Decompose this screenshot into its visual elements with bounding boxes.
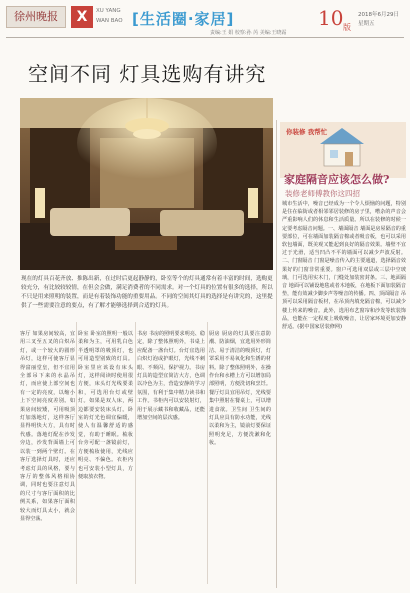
article-column-2: 卧室 卧室的照明一般以柔和为主，可用乳白色半透明罩的吸顶灯，也可用造型别致的灯具。卧室里应该设有床头灯，这样阅读时使用很方便，床头灯光线要柔和，可选用台灯或壁灯。如果是双人床，两边都要安装床头灯。卧室的灯光色调宜偏暖，使人有温馨舒适的感觉，有助于睡眠。梳妆台旁可配一盏镜前灯，方便梳妆使用，光线应明亮、不偏色。衣柜内也可安装小型灯具，方便取放衣物。 bbox=[78, 331, 133, 480]
column-rule bbox=[76, 322, 77, 584]
sidebar-divider bbox=[276, 120, 277, 588]
masthead-subtitle: XU YANG WAN BAO bbox=[96, 8, 123, 24]
sidebar-tag: 你装修 我帮忙 bbox=[286, 128, 328, 136]
masthead-letter-badge: X bbox=[71, 6, 93, 28]
header-divider bbox=[6, 37, 404, 38]
section-title: [生活圈·家居] bbox=[132, 10, 235, 28]
masthead-logo: 徐州晚报 bbox=[6, 6, 66, 28]
living-room-illustration bbox=[20, 98, 273, 270]
photo-caption: 现在的灯具百花齐放、推陈出新，在过时后更起静静的，卧室等个的灯具通常有着丰富的时间，选购更较充分，有比较较较情，在但会会做，满足消费者的不同需求。对一个灯具的位置有很多的选择，所以不只是用来照明的装置，而是有着装饰功能的重要用品。不同的空间其灯具的选择是有讲究的，这里提供了一些需要注意的要点，有了解才能够选择到合适的灯具。 bbox=[21, 276, 273, 309]
article-column-3: 书房 书房的照明要求明亮、稳定，除了整体照明外，书桌上应配备一盏台灯。台灯宜选用白炽灯泡或护眼灯，光线不刺眼、不频闪，保护视力。书房灯具的造型宜简洁大方，色调以冷色为主，营造安静的学习氛围，有利于集中精力读书和工作。书柜内可以安装射灯，用于展示藏书和收藏品，还能增加空间的层次感。 bbox=[137, 331, 205, 422]
dateline: 2018年6月29日 星期五 bbox=[358, 12, 399, 27]
article-headline: 空间不同 灯具选购有讲究 bbox=[28, 62, 267, 86]
page-number: 10 bbox=[318, 6, 344, 30]
sidebar-body: 城市生活中，噪音已经成为一个令人烦恼的问题，特别是住在临街或者相邻邻居装修的房子里，嘈杂的声音会严重影响人们的休息和生活质量。所以在装修的时候一定要考虑隔音问题。一、墙面隔音 墙面是房屋隔音的重要部位，可在墙面加装隔音棉或者吸音板，也可以采用软包墙面，既美观又能起到良好的隔音效果。墙壁不宜过于光滑，适当凹凸不平的墙面可以减少声波反射。二、门窗隔音 门窗是噪音传入的主要通道，选择隔音效果好的门窗非常重要。窗户可选用双层或三层中空玻璃，门可选用实木门，门缝处加装密封条。三、地面隔音 地面可以铺设地毯或者木地板，在地板下面加装隔音垫，能有效减少脚步声等噪音的传播。四、顶面隔音 吊顶可以采用隔音板材，在吊顶内填充隔音棉，可以减少楼上传来的噪音。此外，选用布艺窗帘和沙发等软装饰品，也能在一定程度上吸收噪音，让居家环境更加安静舒适。(据中国家居装修网) bbox=[282, 201, 406, 331]
sidebar-title: 家庭隔音应该怎么做? bbox=[284, 173, 390, 186]
article-column-4: 厨房 厨房的灯具要注意防潮、防油烟，宜选用外形简洁、易于清洁的吸顶灯，灯罩采用不易氧化和生锈的材料。除了整体照明外，在操作台和水槽上方可以增加局部照明，方便洗切和烹饪。餐厅灯具宜用吊灯，光线要集中照射在餐桌上，可以增进食欲。卫生间 卫生间的灯具应具有防水功能，光线以柔和为主，镜前灯要保证照明充足，方便洗漱和化妆。 bbox=[209, 331, 271, 447]
article-column-1: 客厅 如果房间较高，宜用三叉至五叉的白炽吊灯，或一个较大的圆形吊灯，这样可使客厅显得富丽堂皇，但不宜用全部吊下来的水晶吊灯，而应使上部空间也有一定的亮度，以缩小上下空间亮度差别。如果房间较矮，可用吸顶灯加落地灯，这样客厅显得明快大方，具有时代感。落地灯配在沙发旁边，沙发背面墙上可以装一到两个壁灯。在客厅选择灯具时，还应考虑灯具的风格，要与客厅的整体风格相协调，同时也要注意灯具的尺寸与客厅面积的比例关系，如果客厅面积较大而灯具太小，就会显得空荡。 bbox=[20, 331, 75, 522]
editor-credits: 责编:王 娟 校察:孙 芮 美编:王晓霜 bbox=[210, 30, 287, 36]
column-rule bbox=[207, 322, 208, 584]
sidebar-subtitle: 装修老师傅教你这四招 bbox=[285, 189, 360, 198]
page-header bbox=[0, 0, 410, 46]
column-rule bbox=[135, 322, 136, 584]
house-icon bbox=[312, 124, 372, 168]
living-room-photo bbox=[20, 98, 273, 270]
page-label: 版 bbox=[343, 23, 351, 32]
